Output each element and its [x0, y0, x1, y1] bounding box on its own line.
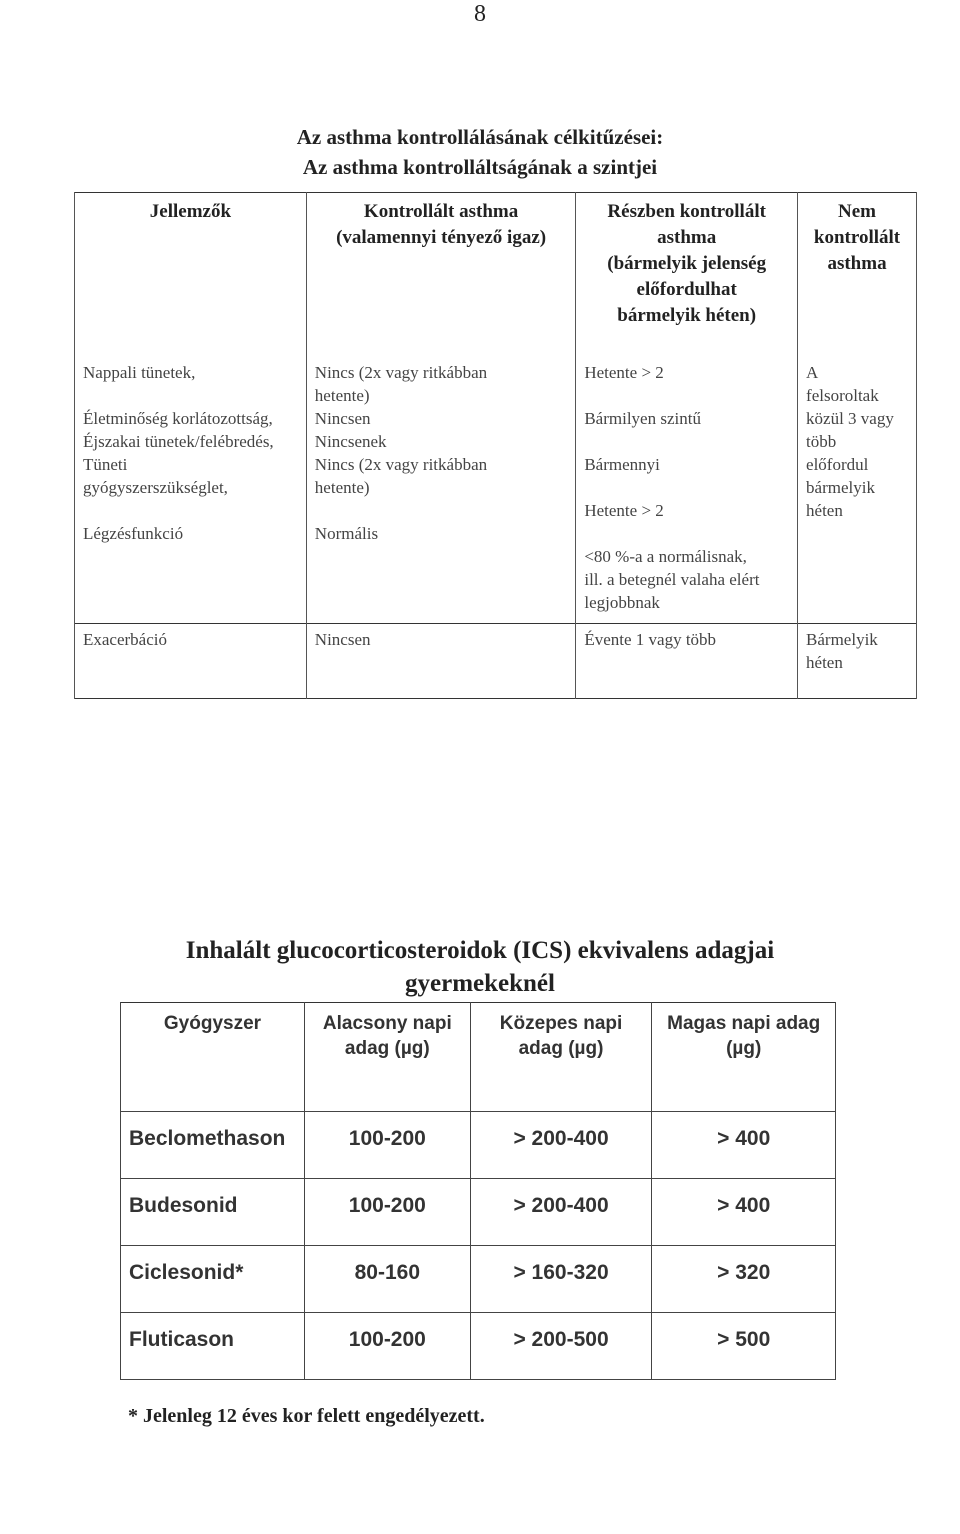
- drug-name: Budesonid: [121, 1179, 305, 1246]
- drug-name: Ciclesonid*: [121, 1246, 305, 1313]
- section2-title-line2: gyermekeknél: [405, 970, 555, 997]
- cell-characteristics: Nappali tünetek, Életminőség korlátozottság, Éjszakai tünetek/felébredés, Tüneti gyógyszerszükséglet, Légzésfunkció: [75, 355, 307, 624]
- section1-title-line2: Az asthma kontrolláltságának a szintjei: [302, 155, 658, 179]
- header-kontrollalt: Kontrollált asthma (valamennyi tényező igaz): [306, 193, 576, 355]
- low-dose: 100-200: [304, 1112, 470, 1179]
- header-drug: Gyógyszer: [121, 1003, 305, 1112]
- low-dose: 100-200: [304, 1313, 470, 1380]
- header-reszben-kontrollalt: Részben kontrollált asthma (bármelyik jelenség előfordulhat bármelyik héten): [576, 193, 798, 355]
- header-nem-kontrollalt: Nem kontrollált asthma: [798, 193, 917, 355]
- high-dose: > 400: [652, 1112, 836, 1179]
- high-dose: > 400: [652, 1179, 836, 1246]
- high-dose: > 500: [652, 1313, 836, 1380]
- cell-partly-controlled: Hetente > 2 Bármilyen szintű Bármennyi Hetente > 2 <80 %-a a normálisnak, ill. a betegnél valaha elért legjobbnak: [576, 355, 798, 624]
- table-header-row: [75, 193, 917, 355]
- page-number: 8: [474, 1, 486, 27]
- table-row: [121, 1313, 836, 1380]
- high-dose: > 320: [652, 1246, 836, 1313]
- drug-name: Beclomethason: [121, 1112, 305, 1179]
- table-row: [75, 623, 917, 698]
- medium-dose: > 200-500: [470, 1313, 652, 1380]
- cell-controlled: Nincs (2x vagy ritkábban hetente) Nincsen Nincsenek Nincs (2x vagy ritkábban hetente) Normális: [306, 355, 576, 624]
- medium-dose: > 200-400: [470, 1112, 652, 1179]
- table-row: [121, 1112, 836, 1179]
- section2-title: [0, 934, 960, 1000]
- low-dose: 100-200: [304, 1179, 470, 1246]
- header-high-dose: Magas napi adag (µg): [652, 1003, 836, 1112]
- cell-uncontrolled: A felsoroltak közül 3 vagy több előfordul bármelyik héten: [798, 355, 917, 624]
- cell-exacerbation-controlled: Nincsen: [306, 623, 576, 698]
- table-row: [75, 355, 917, 624]
- table-header-row: [121, 1003, 836, 1112]
- table-row: [121, 1246, 836, 1313]
- section1-title-line1: Az asthma kontrollálásának célkitűzései:: [296, 125, 664, 149]
- header-low-dose: Alacsony napi adag (µg): [304, 1003, 470, 1112]
- cell-exacerbation-partly: Évente 1 vagy több: [576, 623, 798, 698]
- drug-name: Fluticason: [121, 1313, 305, 1380]
- header-jellemzok: Jellemzők: [75, 193, 307, 355]
- table-row: [121, 1179, 836, 1246]
- medium-dose: > 160-320: [470, 1246, 652, 1313]
- footnote: * Jelenleg 12 éves kor felett engedélyezett.: [128, 1405, 485, 1427]
- cell-exacerbation-uncontrolled: Bármelyik héten: [798, 623, 917, 698]
- section1-title: [0, 122, 960, 182]
- cell-exacerbation-label: Exacerbáció: [75, 623, 307, 698]
- medium-dose: > 200-400: [470, 1179, 652, 1246]
- asthma-control-table: [74, 192, 917, 699]
- low-dose: 80-160: [304, 1246, 470, 1313]
- ics-dose-table: [120, 1002, 836, 1380]
- section2-title-line1: Inhalált glucocorticosteroidok (ICS) ekvivalens adagjai: [185, 937, 775, 964]
- header-medium-dose: Közepes napi adag (µg): [470, 1003, 652, 1112]
